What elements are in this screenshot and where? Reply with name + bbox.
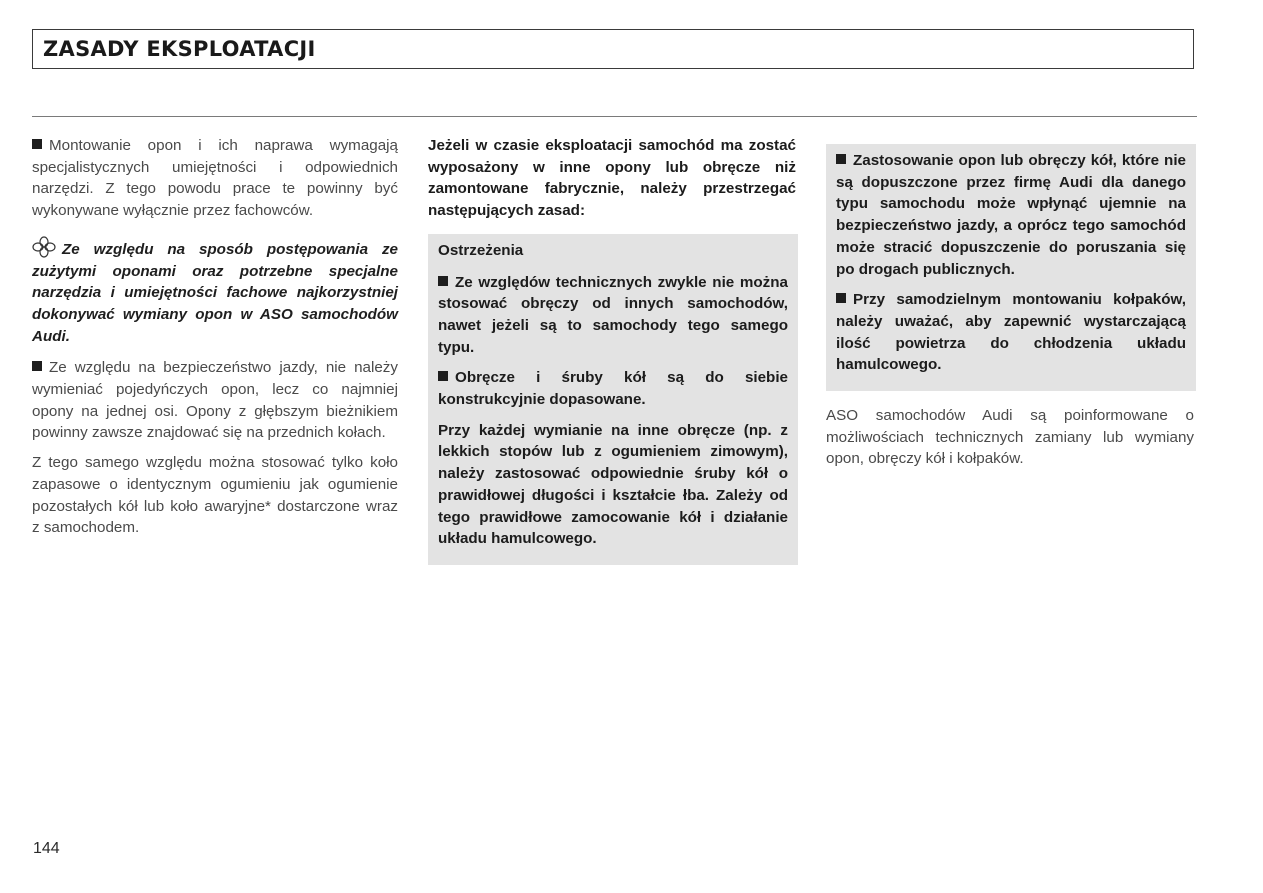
warning-item: Przy każdej wymianie na inne obręcze (np. z lekkich stopów lub z ogumieniem zimowym), należy zastosować odpowiednie śruby kół o prawidłowej długości i kształcie łba. Zależy od tego prawidłowe zamocowanie kół i działanie układu hamulcowego. <box>438 421 788 548</box>
page-number: 144 <box>33 840 60 857</box>
warning-item: Ze względów technicznych zwykle nie można stosować obręczy od innych samochodów, nawet jeżeli są to samochody tego samego typu. <box>438 273 788 356</box>
aso-paragraph: ASO samochodów Audi są poinformowane o możliwościach technicznych zamiany lub wymiany opon, obręczy kół i kołpaków. <box>826 407 1194 468</box>
warning-item: Przy samodzielnym montowaniu kołpaków, należy uważać, aby zapewnić wystarczającą ilość powietrza do chłodzenia układu hamulcowego. <box>836 291 1186 374</box>
warning-item: Obręcze i śruby kół są do siebie konstrukcyjnie dopasowane. <box>438 369 788 409</box>
bullet-square-icon <box>438 276 448 286</box>
warning-title: Ostrzeżenia <box>438 241 524 259</box>
divider <box>32 116 1197 117</box>
warning-box <box>428 234 798 565</box>
warning-box-continued <box>826 144 1196 391</box>
intro-paragraph: Jeżeli w czasie eksploatacji samochód ma zostać wyposażony w inne opony lub obręcze niż zamontowane fabrycznie, należy przestrzegać następujących zasad: <box>428 137 796 220</box>
recycle-flower-icon <box>32 236 56 258</box>
paragraph: Z tego samego względu można stosować tylko koło zapasowe o identycznym ogumieniu jak ogumienie pozostałych kół lub koło awaryjne* dostarczone wraz z samochodem. <box>32 454 398 537</box>
section-header <box>32 29 1194 69</box>
column-2 <box>428 135 796 565</box>
bullet-square-icon <box>32 139 42 149</box>
bullet-square-icon <box>32 361 42 371</box>
column-1 <box>32 135 398 547</box>
paragraph: Ze względu na bezpieczeństwo jazdy, nie należy wymieniać pojedyńczych opon, lecz co najmniej opony na jednej osi. Opony z głębszym bieżnikiem powinny zawsze znajdować się na przednich kołach. <box>32 359 398 442</box>
page-title: ZASADY EKSPLOATACJI <box>43 37 316 61</box>
bullet-square-icon <box>836 293 846 303</box>
column-3 <box>826 144 1194 478</box>
environment-note: Ze względu na sposób postępowania ze zużytymi oponami oraz potrzebne specjalne narzędzia i umiejętności fachowe najkorzystniej dokonywać wymiany opon w ASO samochodów Audi. <box>32 236 398 348</box>
paragraph: Montowanie opon i ich naprawa wymagają specjalistycznych umiejętności i odpowiednich narzędzi. Z tego powodu prace te powinny być wykonywane wyłącznie przez fachowców. <box>32 137 398 220</box>
bullet-square-icon <box>438 371 448 381</box>
bullet-square-icon <box>836 154 846 164</box>
warning-item: Zastosowanie opon lub obręczy kół, które nie są dopuszczone przez firmę Audi dla danego typu samochodu może wpłynąć ujemnie na bezpieczeństwo jazdy, a oprócz tego samochód może stracić dopuszczenie do poruszania się po drogach publicznych. <box>836 152 1186 278</box>
